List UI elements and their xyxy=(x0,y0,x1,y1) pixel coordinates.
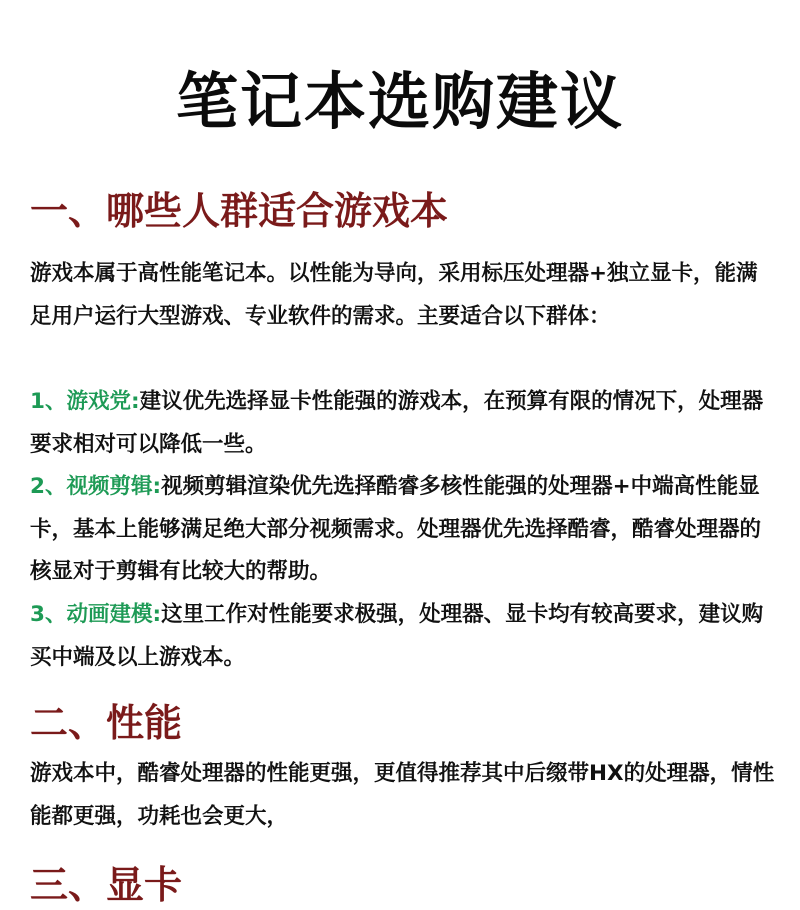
section-3-heading: 三、显卡 xyxy=(30,863,183,907)
list-item-3 xyxy=(30,594,775,679)
section-2-text: 游戏本中，酷睿处理器的性能更强，更值得推荐其中后缀带HX的处理器，情性能都更强，功耗也会更大， xyxy=(30,761,775,829)
list-item-2-text: 视频剪辑渲染优先选择酷睿多核性能强的处理器+中端高性能显卡，基本上能够满足绝大部分视频需求。处理器优先选择酷睿，酷睿处理器的核显对于剪辑有比较大的帮助。 xyxy=(30,474,762,584)
list-item-1-text: 建议优先选择显卡性能强的游戏本，在预算有限的情况下，处理器要求相对可以降低一些。 xyxy=(30,389,764,457)
list-item-3-label: 3、动画建模: xyxy=(30,602,162,627)
section-2-heading: 二、性能 xyxy=(30,701,183,745)
list-item-2 xyxy=(30,466,775,594)
list-item-3-text: 这里工作对性能要求极强，处理器、显卡均有较高要求，建议购买中端及以上游戏本。 xyxy=(30,602,764,670)
list-item-1-label: 1、游戏党: xyxy=(30,389,140,414)
list-item-1 xyxy=(30,381,775,466)
list-item-2-label: 2、视频剪辑: xyxy=(30,474,162,499)
section-1-heading: 一、哪些人群适合游戏本 xyxy=(30,189,449,233)
section-1-intro: 游戏本属于高性能笔记本。以性能为导向，采用标压处理器+独立显卡，能满足用户运行大型游戏、专业软件的需求。主要适合以下群体： xyxy=(30,261,758,329)
page-title: 笔记本选购建议 xyxy=(175,65,624,138)
